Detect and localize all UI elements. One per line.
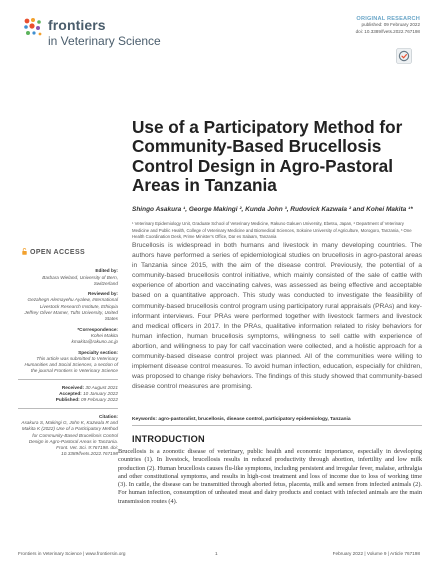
specialty-label: Specialty section:	[78, 349, 118, 355]
sidebar-divider	[18, 408, 118, 409]
reviewer-2: Jeffrey Oliver Mamer, Tufts University, United States	[24, 310, 118, 322]
abstract: Brucellosis is widespread in both humans and livestock in many developing countries. The authors have performed a series of epidemiological studies on brucellosis in agro-pastoral areas in Tanzania since 2015, with the aim of the disease control. Previously, the potential of a community-based brucellosis control initiative, which mainly consisted of the sale of cattle with experience of abortion and vaccinating calves, was assessed as being effective and acceptable based on a quantitative approach. This study was conducted to investigate the feasibility of community-based brucellosis control program using participatory rural appraisals (PRAs) and key-informant interviews. Four PRAs were performed together with livestock farmers and livestock and medical officers in 2017. In the PRAs, qualitative information related to risky behaviors for human infection, human brucellosis symptoms, willingness to sell cattle with experience of abortion, and willingness to pay for calf vaccination were collected, and a holistic approach for a community-based disease control project was planned. All of the communities were willing to implement disease control measures. To avoid human infection, education, especially for children, was proposed to change risky behaviors. The findings of this study showed that community-based disease control measures are promising.	[132, 242, 422, 391]
affiliations: ¹ Veterinary Epidemiology Unit, Graduate School of Veterinary Medicine, Rakuno Gakuen University, Ebetsu, Japan, ² Department of Veterinary Medicine and Public Health, College of Veterinary Medicine and Biomedical Sciences, Sokoine University of Agriculture, Morogoro, Tanzania, ³ One Health Coordination Desk, Prime Minister's Office, Dar es Salaam, Tanzania	[132, 221, 412, 240]
open-access-label[interactable]	[22, 248, 118, 256]
footer-volume-info: February 2022 | Volume 9 | Article 767198	[332, 551, 420, 556]
open-access-lock-icon	[22, 248, 27, 255]
check-for-updates-icon[interactable]	[396, 48, 412, 64]
article-meta	[356, 16, 420, 35]
sidebar-divider	[18, 379, 118, 380]
section-divider	[132, 425, 422, 426]
editor-name: Barbara Wieland, University of Bern, Switzerland	[42, 274, 118, 286]
journal-name: in Veterinary Science	[48, 34, 161, 48]
introduction-text: Brucellosis is a zoonotic disease of veterinary, public health and economic importance, especially in developing countries (1). In livestock, brucellosis results in reduced productivity through abortion, infertility and low milk production (2). Human brucellosis causes flu-like symptoms, including persistent and irregular fever, malaise, arthralgia and other constitutional symptoms, and results in high-cost treatment and loss of income due to loss of working time (3). In cattle, the disease can be transmitted through aborted fetus, placenta, milk and semen from infected animals (2). For human infection, consumption of unheated meat and dairy products and contact with infected animals are the main transmission routes (4).	[118, 448, 422, 505]
author-list: Shingo Asakura ¹, George Makingi ², Kunda John ³, Rudovick Kazwala ² and Kohei Makita ¹*	[132, 206, 413, 213]
specialty-text: This article was submitted to Veterinary Humanities and Social Sciences, a section of the journal Frontiers in Veterinary Science	[24, 355, 118, 374]
received-row: Received: 30 August 2021	[61, 384, 118, 390]
open-access-text: OPEN ACCESS	[30, 249, 86, 256]
page-header	[18, 14, 420, 58]
section-heading-introduction: INTRODUCTION	[132, 434, 205, 444]
reviewed-by-label: Reviewed by:	[88, 291, 118, 297]
citation-text: Asakura S, Makingi G, John K, Kazwala R and Makita K (2022) Use of a Participatory Method for Community-Based Brucellosis Control Design in Agro-Pastoral Areas in Tanzania. Front. Vet. Sci. 9:767198. doi: 10.3389/fvets.2022.767198	[21, 419, 118, 457]
keywords-label: Keywords:	[132, 417, 158, 422]
keywords-text: agro-pastoralist, brucellosis, disease control, participatory epidemiology, Tanzania	[158, 417, 351, 422]
article-sidebar	[18, 248, 118, 458]
footer-journal-link[interactable]: Frontiers in Veterinary Science | www.frontiersin.org	[18, 551, 126, 556]
edited-by-label: Edited by:	[95, 268, 118, 274]
reviewer-1: Gezahegn Alemayehu Ayalew, International Livestock Research Institute, Ethiopia	[27, 297, 118, 309]
published-date: published: 09 February 2022	[361, 22, 420, 28]
correspondence-label: *Correspondence:	[77, 326, 118, 332]
brand-name: frontiers	[48, 17, 106, 33]
citation-label: Citation:	[98, 413, 118, 419]
published-row: Published: 09 February 2022	[55, 397, 118, 403]
keywords	[132, 417, 422, 422]
accepted-row: Accepted: 10 January 2022	[59, 391, 118, 397]
correspondence-name: Kohei Makita	[90, 332, 118, 338]
correspondence-email[interactable]: kmakita@rakuno.ac.jp	[71, 339, 118, 345]
frontiers-logo-icon	[22, 16, 44, 38]
page-number: 1	[215, 551, 218, 556]
article-type: ORIGINAL RESEARCH	[356, 16, 420, 22]
doi-link[interactable]: doi: 10.3389/fvets.2022.767198	[355, 28, 420, 34]
article-title: Use of a Participatory Method for Community-Based Brucellosis Control Design in Agro-Pastoral Areas in Tanzania	[132, 117, 403, 196]
